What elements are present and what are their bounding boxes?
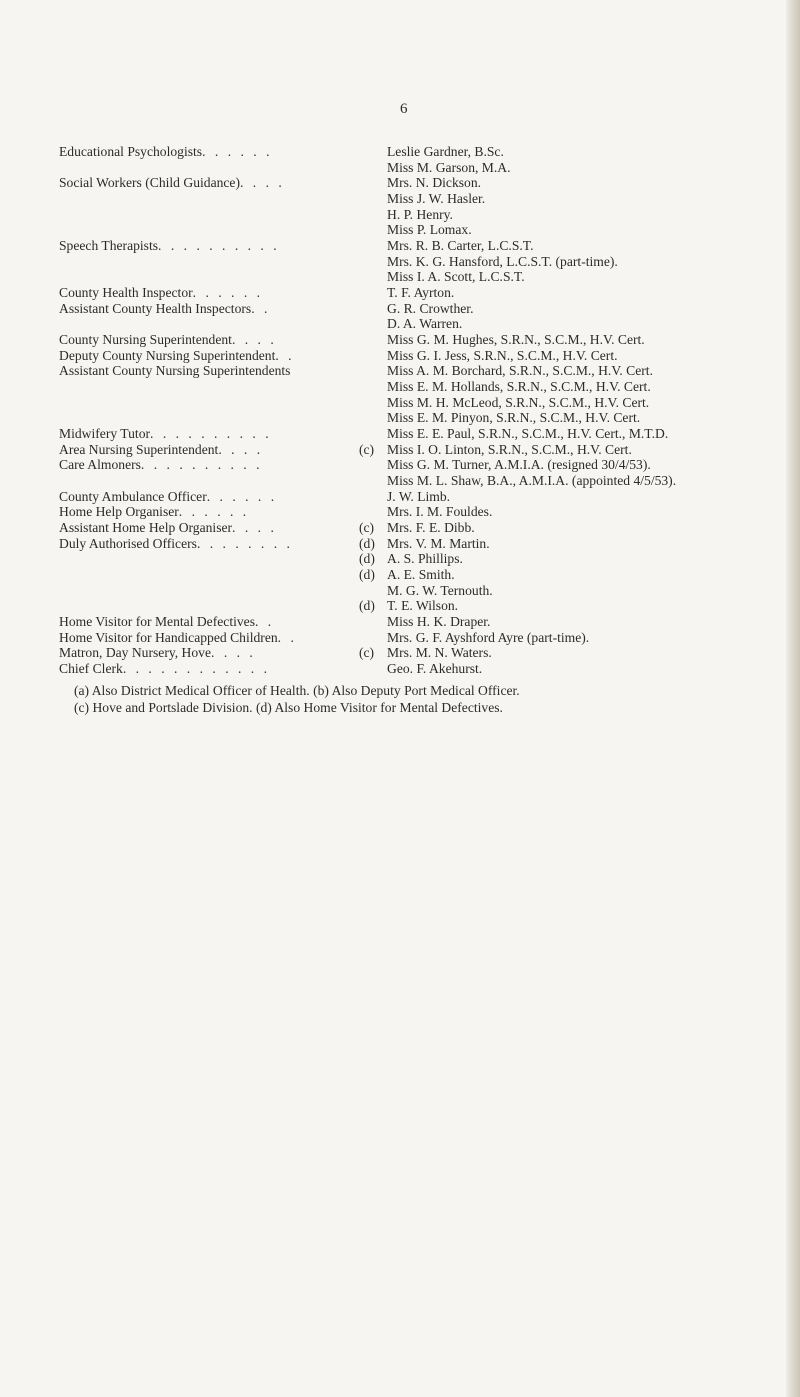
leader-dots: . . . . . . . . . . . .: [122, 661, 270, 677]
role-text: Care Almoners: [59, 457, 141, 473]
role-text: Assistant County Health Inspectors: [59, 300, 252, 316]
role-text: Speech Therapists: [59, 238, 159, 253]
staff-row: [0, 661, 800, 677]
role-text: Matron, Day Nursery, Hove: [59, 645, 212, 661]
role-text: Educational Psychologists: [59, 144, 203, 159]
role-text: Deputy County Nursing Superintendent: [59, 347, 276, 363]
staff-name: G. R. Crowther.: [387, 300, 474, 316]
staff-row: [0, 614, 800, 630]
leader-dots: . . . .: [232, 520, 277, 536]
leader-dots: . . . .: [211, 645, 256, 661]
staff-row: [0, 457, 800, 473]
role-text: County Health Inspector: [59, 285, 193, 300]
staff-row: [0, 175, 800, 191]
leader-dots: . . . . . . . . . .: [150, 426, 272, 442]
staff-row: [0, 379, 800, 395]
staff-row: [0, 426, 800, 442]
staff-name: Miss G. I. Jess, S.R.N., S.C.M., H.V. Cert.: [387, 347, 618, 363]
role-title: [59, 285, 379, 301]
footnote-marker: (d): [359, 551, 375, 567]
staff-row: [0, 395, 800, 411]
footnote-marker: (c): [359, 520, 375, 536]
leader-dots: . . . .: [231, 332, 277, 347]
staff-name: T. F. Ayrton.: [387, 285, 455, 300]
footnote-marker: (c): [359, 441, 375, 457]
leader-dots: . . . . . .: [206, 488, 278, 504]
role-text: Social Workers (Child Guidance): [59, 175, 240, 191]
leader-dots: . . . .: [240, 175, 285, 191]
staff-row: [0, 598, 800, 614]
staff-name: Miss H. K. Draper.: [387, 614, 491, 630]
staff-name: Miss M. Garson, M.A.: [387, 159, 511, 175]
staff-name: A. E. Smith.: [387, 567, 455, 583]
role-title: [59, 520, 379, 536]
leader-dots: . .: [251, 300, 271, 316]
staff-row: [0, 473, 800, 489]
staff-name: Miss I. O. Linton, S.R.N., S.C.M., H.V. Cert.: [387, 441, 632, 457]
footnote-marker: (c): [359, 645, 375, 661]
staff-row: [0, 207, 800, 223]
staff-row: [0, 285, 800, 301]
staff-name: Mrs. M. N. Waters.: [387, 645, 492, 661]
role-title: [59, 536, 379, 552]
page-number: 6: [400, 101, 408, 117]
staff-row: [0, 536, 800, 552]
staff-name: Miss E. M. Hollands, S.R.N., S.C.M., H.V. Cert.: [387, 379, 651, 395]
staff-name: T. E. Wilson.: [387, 598, 459, 614]
role-title: [59, 645, 379, 661]
staff-row: [0, 316, 800, 332]
role-title: [59, 489, 379, 505]
staff-name: Miss P. Lomax.: [387, 222, 472, 238]
staff-name: Geo. F. Akehurst.: [387, 661, 483, 677]
footnote-marker: (d): [359, 567, 375, 583]
role-title: [59, 175, 379, 191]
role-title: [59, 144, 379, 160]
role-text: Assistant Home Help Organiser: [59, 520, 233, 536]
staff-row: [0, 567, 800, 583]
staff-row: [0, 332, 800, 348]
footnote-marker: (d): [359, 535, 375, 551]
staff-row: [0, 301, 800, 317]
role-title: [59, 348, 379, 364]
footnote-marker: (d): [359, 598, 375, 614]
staff-row: [0, 442, 800, 458]
footnote-line: (a) Also District Medical Officer of Health. (b) Also Deputy Port Medical Officer.: [74, 683, 520, 698]
leader-dots: . .: [277, 629, 297, 645]
role-title: [59, 614, 379, 630]
staff-name: Miss G. M. Hughes, S.R.N., S.C.M., H.V. Cert.: [387, 332, 645, 347]
role-text: Chief Clerk: [59, 661, 123, 677]
role-title: [59, 442, 379, 458]
staff-row: [0, 551, 800, 567]
role-text: County Ambulance Officer: [59, 488, 207, 504]
staff-name: A. S. Phillips.: [387, 551, 463, 567]
staff-name: Mrs. R. B. Carter, L.C.S.T.: [387, 238, 534, 253]
staff-name: M. G. W. Ternouth.: [387, 582, 493, 598]
staff-name: Miss M. L. Shaw, B.A., A.M.I.A. (appointed 4/5/53).: [387, 473, 677, 489]
staff-row: [0, 160, 800, 176]
leader-dots: . . . .: [218, 441, 264, 457]
staff-row: [0, 191, 800, 207]
staff-name: Mrs. N. Dickson.: [387, 175, 482, 191]
leader-dots: . . . . . . . . . .: [140, 457, 263, 473]
staff-name: Miss G. M. Turner, A.M.I.A. (resigned 30/4/53).: [387, 457, 651, 473]
role-text: Home Help Organiser: [59, 504, 179, 520]
role-text: Midwifery Tutor: [59, 426, 151, 442]
staff-row: [0, 645, 800, 661]
staff-row: [0, 410, 800, 426]
staff-name: H. P. Henry.: [387, 206, 453, 222]
leader-dots: . . . . . .: [178, 504, 250, 520]
role-text: Assistant County Nursing Superintendents: [59, 363, 291, 379]
staff-name: Miss E. E. Paul, S.R.N., S.C.M., H.V. Cert., M.T.D.: [387, 426, 669, 442]
role-text: Home Visitor for Mental Defectives: [59, 614, 255, 630]
staff-row: [0, 222, 800, 238]
staff-row: [0, 363, 800, 379]
staff-name: Miss E. M. Pinyon, S.R.N., S.C.M., H.V. Cert.: [387, 410, 641, 426]
staff-name: Miss J. W. Hasler.: [387, 191, 486, 206]
staff-name: D. A. Warren.: [387, 316, 463, 332]
leader-dots: . . . . . . . .: [196, 535, 293, 551]
staff-row: [0, 630, 800, 646]
role-title: [59, 661, 379, 677]
staff-row: [0, 583, 800, 599]
staff-row: [0, 238, 800, 254]
staff-name: Miss M. H. McLeod, S.R.N., S.C.M., H.V. Cert.: [387, 394, 650, 410]
role-text: Area Nursing Superintendent: [59, 441, 219, 457]
staff-name: Mrs. G. F. Ayshford Ayre (part-time).: [387, 629, 590, 645]
staff-name: Mrs. V. M. Martin.: [387, 535, 490, 551]
staff-row: [0, 348, 800, 364]
role-title: [59, 457, 379, 473]
footnote-line: (c) Hove and Portslade Division. (d) Also Home Visitor for Mental Defectives.: [74, 700, 503, 715]
leader-dots: . . . . . .: [202, 144, 273, 159]
role-title: [59, 504, 379, 520]
staff-name: Leslie Gardner, B.Sc.: [387, 144, 504, 159]
staff-name: Mrs. K. G. Hansford, L.C.S.T. (part-time).: [387, 253, 618, 269]
leader-dots: . . . . . . . . . .: [158, 238, 280, 253]
role-title: [59, 332, 379, 348]
role-text: County Nursing Superintendent: [59, 332, 232, 347]
staff-row: [0, 269, 800, 285]
role-title: [59, 301, 379, 317]
staff-row: [0, 520, 800, 536]
role-text: Duly Authorised Officers: [59, 535, 197, 551]
staff-row: [0, 504, 800, 520]
role-title: [59, 363, 379, 379]
staff-name: Mrs. F. E. Dibb.: [387, 520, 475, 536]
leader-dots: . .: [275, 347, 295, 363]
staff-row: [0, 144, 800, 160]
staff-name: Miss A. M. Borchard, S.R.N., S.C.M., H.V. Cert.: [387, 363, 653, 379]
staff-name: Mrs. I. M. Fouldes.: [387, 504, 493, 520]
leader-dots: . .: [255, 614, 275, 630]
staff-name: J. W. Limb.: [387, 488, 451, 504]
role-title: [59, 426, 379, 442]
role-title: [59, 238, 379, 254]
staff-row: [0, 254, 800, 270]
role-text: Home Visitor for Handicapped Children: [59, 629, 278, 645]
leader-dots: . . . . . .: [192, 285, 264, 300]
staff-name: Miss I. A. Scott, L.C.S.T.: [387, 269, 525, 285]
staff-row: [0, 489, 800, 505]
role-title: [59, 630, 379, 646]
